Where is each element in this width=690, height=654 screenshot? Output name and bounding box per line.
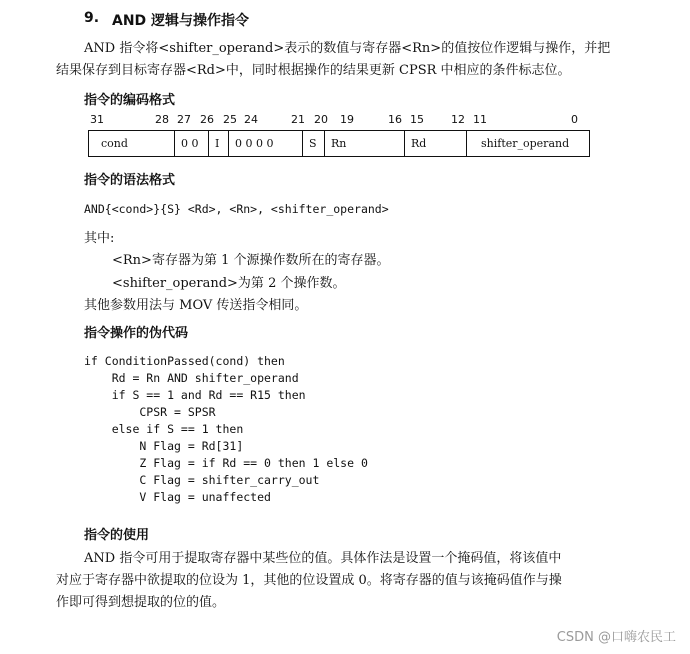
field-00: 0 0 <box>175 131 209 156</box>
intro-line-2: 结果保存到目标寄存器<Rd>中，同时根据操作的结果更新 CPSR 中相应的条件标志位。 <box>56 63 571 78</box>
bit-number: 15 <box>410 113 424 126</box>
syntax-format: AND{<cond>}{S} <Rd>, <Rn>, <shifter_operand> <box>84 202 389 216</box>
usage-line-2: 对应于寄存器中欲提取的位设为 1，其他的位设置成 0。将寄存器的值与该掩码值作与操 <box>56 573 562 588</box>
pseudocode-line: CPSR = SPSR <box>84 405 216 419</box>
bit-number: 26 <box>200 113 214 126</box>
pseudocode-line: N Flag = Rd[31] <box>84 439 244 453</box>
bit-number: 16 <box>388 113 402 126</box>
intro-line-1: AND 指令将<shifter_operand>表示的数值与寄存器<Rn>的值按位作逻辑与操作，并把 <box>84 41 611 56</box>
usage-line-1: AND 指令可用于提取寄存器中某些位的值。具体作法是设置一个掩码值，将该值中 <box>84 551 562 566</box>
bit-number: 20 <box>314 113 328 126</box>
bit-number: 31 <box>90 113 104 126</box>
pseudocode-line: V Flag = unaffected <box>84 490 271 504</box>
usage-heading: 指令的使用 <box>84 528 150 543</box>
pseudocode-line: Z Flag = if Rd == 0 then 1 else 0 <box>84 456 368 470</box>
field-cond: cond <box>89 131 175 156</box>
bit-number: 11 <box>473 113 487 126</box>
section-title: AND 逻辑与操作指令 <box>112 13 250 29</box>
rn-description: <Rn>寄存器为第 1 个源操作数所在的寄存器。 <box>112 253 390 268</box>
pseudocode-line: if ConditionPassed(cond) then <box>84 354 285 368</box>
field-opcode: 0 0 0 0 <box>229 131 303 156</box>
pseudocode-line: C Flag = shifter_carry_out <box>84 473 320 487</box>
field-rn: Rn <box>325 131 405 156</box>
bit-number: 25 <box>223 113 237 126</box>
bit-number: 19 <box>340 113 354 126</box>
field-shifter-operand: shifter_operand <box>481 137 570 150</box>
shifter-description: <shifter_operand>为第 2 个操作数。 <box>112 276 346 291</box>
field-s-bit: S <box>303 131 325 156</box>
field-rd: Rd <box>405 131 467 156</box>
syntax-heading: 指令的语法格式 <box>84 173 176 188</box>
section-number: 9. <box>84 10 100 26</box>
field-i-bit: I <box>209 131 229 156</box>
encoding-heading: 指令的编码格式 <box>84 93 176 108</box>
pseudocode-line: if S == 1 and Rd == R15 then <box>84 388 306 402</box>
bit-number: 0 <box>571 113 578 126</box>
pseudocode-line: else if S == 1 then <box>84 422 244 436</box>
pseudocode-heading: 指令操作的伪代码 <box>84 326 189 341</box>
bit-number: 12 <box>451 113 465 126</box>
watermark: CSDN @口嗨农民工 <box>556 630 676 645</box>
bit-number: 24 <box>244 113 258 126</box>
encoding-table <box>88 130 590 157</box>
bit-number: 21 <box>291 113 305 126</box>
where-label: 其中: <box>84 231 115 246</box>
bit-number: 28 <box>155 113 169 126</box>
usage-line-3: 作即可得到想提取的位的值。 <box>56 595 226 610</box>
pseudocode-line: Rd = Rn AND shifter_operand <box>84 371 299 385</box>
other-params-note: 其他参数用法与 MOV 传送指令相同。 <box>84 298 308 313</box>
bit-number: 27 <box>177 113 191 126</box>
